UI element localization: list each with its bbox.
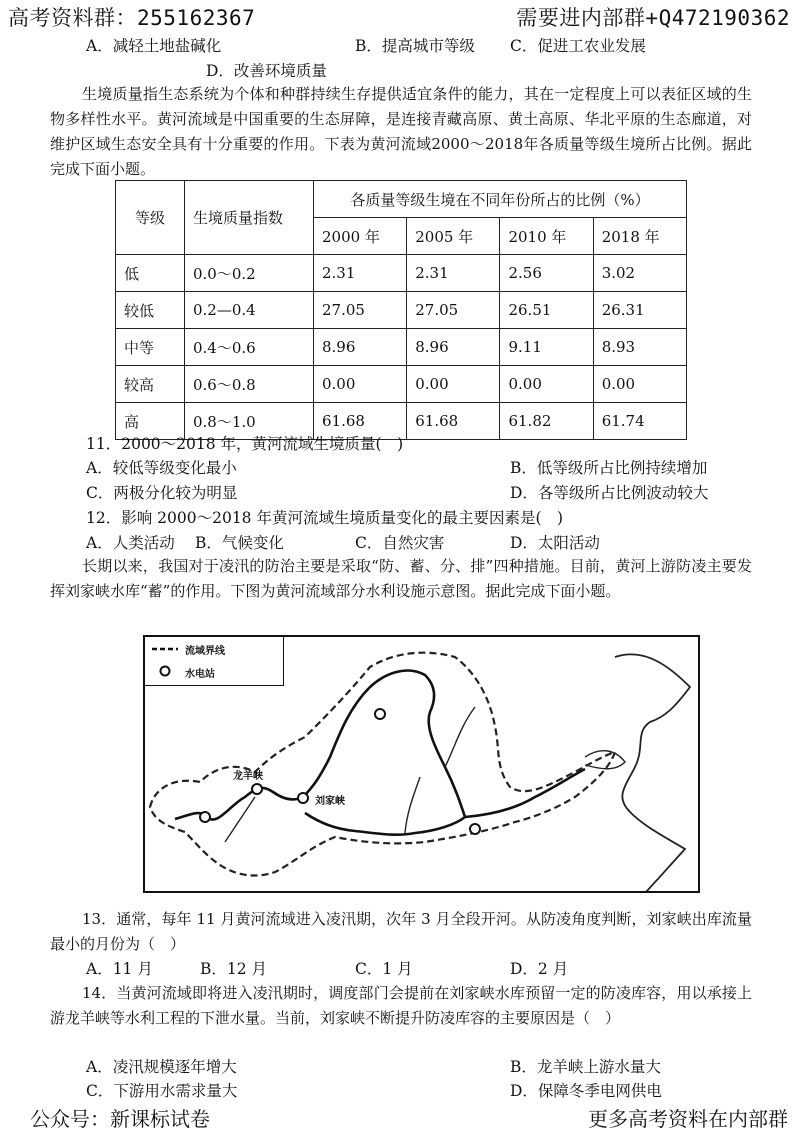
question-14-option-b: B．龙羊峡上游水量大 (510, 1058, 661, 1076)
cell-value: 61.82 (500, 403, 593, 440)
tributary (225, 797, 255, 842)
cell-value: 61.74 (593, 403, 686, 440)
passage-habitat-quality: 生境质量指生态系统为个体和种群持续生存提供适宜条件的能力，其在一定程度上可以表征区域的生物多样性水平。黄河流域是中国重要的生态屏障，是连接青藏高原、黄土高原、华北平原的生态廊道，对维护区域生态安全具有十分重要的作用。下表为黄河流域2000～2018年各质量等级生境所占比例。据此完成下面小题。 (50, 85, 752, 178)
cell-level: 高 (116, 403, 185, 440)
tributary (405, 777, 420, 833)
cell-value: 3.02 (593, 255, 686, 292)
hydropower-station-icon (252, 784, 262, 794)
question-11-option-d: D．各等级所占比例波动较大 (510, 484, 709, 502)
header-year-group: 各质量等级生境在不同年份所占的比例（%） (314, 181, 687, 218)
cell-value: 26.51 (500, 292, 593, 329)
hydropower-station-icon (470, 824, 480, 834)
question-12-option-b: B．气候变化 (195, 534, 284, 552)
header-year: 2018 年 (593, 218, 686, 255)
cell-level: 低 (116, 255, 185, 292)
header-index: 生境质量指数 (185, 181, 314, 255)
habitat-quality-table (115, 180, 687, 440)
question-13-option-b: B．12 月 (200, 960, 268, 978)
cell-value: 2.56 (500, 255, 593, 292)
prev-option-c: C．促进工农业发展 (510, 37, 646, 55)
table-row (116, 292, 687, 329)
question-13-stem: 13．通常，每年 11 月黄河流域进入凌汛期，次年 3 月全段开河。从防凌角度判断，刘家峡出库流量最小的月份为（ ） (50, 910, 752, 953)
cell-index: 0.0～0.2 (185, 255, 314, 292)
cell-value: 61.68 (314, 403, 407, 440)
cell-index: 0.6～0.8 (185, 366, 314, 403)
map-legend (145, 637, 284, 686)
cell-value: 0.00 (593, 366, 686, 403)
question-14-option-a: A．凌汛规模逐年增大 (86, 1058, 237, 1076)
station-circle-icon (159, 665, 171, 677)
question-13-option-a: A．11 月 (86, 960, 153, 978)
question-11-option-a: A．较低等级变化最小 (86, 459, 237, 477)
question-11-option-b: B．低等级所占比例持续增加 (510, 459, 708, 477)
cell-value: 2.31 (407, 255, 500, 292)
question-13-option-d: D．2 月 (510, 960, 569, 978)
header-group-left: 高考资料群：255162367 (8, 6, 256, 30)
cell-value: 0.00 (314, 366, 407, 403)
cell-level: 较高 (116, 366, 185, 403)
footer-right: 更多高考资料在内部群 (588, 1107, 788, 1131)
cell-index: 0.8～1.0 (185, 403, 314, 440)
legend-boundary-label: 流域界线 (185, 646, 225, 657)
cell-value: 61.68 (407, 403, 500, 440)
question-14-stem: 14．当黄河流域即将进入凌汛期时，调度部门会提前在刘家峡水库预留一定的防凌库容，用以承接上游龙羊峡等水利工程的下泄水量。当前，刘家峡不断提升防凌库容的主要原因是（ ） (50, 984, 752, 1027)
cell-level: 中等 (116, 329, 185, 366)
hydropower-station-icon (298, 793, 308, 803)
question-14-option-c: C．下游用水需求量大 (86, 1082, 238, 1100)
question-13-option-c: C．1 月 (355, 960, 413, 978)
header-year: 2005 年 (407, 218, 500, 255)
hydropower-station-icon (375, 709, 385, 719)
header-year: 2000 年 (314, 218, 407, 255)
header-group-right: 需要进内部群+Q472190362 (516, 6, 790, 30)
cell-value: 27.05 (314, 292, 407, 329)
label-liujiaxia: 刘家峡 (315, 796, 345, 807)
cell-level: 较低 (116, 292, 185, 329)
question-12-option-d: D．太阳活动 (510, 534, 600, 552)
yellow-river (175, 671, 465, 835)
prev-option-a: A．减轻土地盐碱化 (86, 37, 222, 55)
tributary (445, 707, 475, 767)
cell-value: 8.93 (593, 329, 686, 366)
header-year: 2010 年 (500, 218, 593, 255)
cell-value: 27.05 (407, 292, 500, 329)
footer-left: 公众号：新课标试卷 (30, 1107, 210, 1131)
coastline (615, 654, 690, 893)
passage-ice-flood: 长期以来，我国对于凌汛的防治主要是采取“防、蓄、分、排”四种措施。目前，黄河上游防凌主要发挥刘家峡水库“蓄”的作用。下图为黄河流域部分水利设施示意图。据此完成下面小题。 (50, 557, 752, 600)
legend-station-label: 水电站 (185, 669, 215, 680)
cell-value: 9.11 (500, 329, 593, 366)
hydropower-station-icon (200, 812, 210, 822)
question-11-stem: 11．2000～2018 年，黄河流域生境质量( ) (86, 435, 404, 453)
cell-value: 8.96 (314, 329, 407, 366)
cell-value: 26.31 (593, 292, 686, 329)
cell-index: 0.4～0.6 (185, 329, 314, 366)
prev-option-d: D．改善环境质量 (206, 62, 327, 80)
basin-boundary (150, 653, 615, 876)
header-level: 等级 (116, 181, 185, 255)
question-12-stem: 12．影响 2000～2018 年黄河流域生境质量变化的最主要因素是( ) (86, 509, 564, 527)
dashed-line-icon (152, 644, 178, 654)
question-12-option-a: A．人类活动 (86, 534, 175, 552)
question-14-option-d: D．保障冬季电网供电 (510, 1082, 662, 1100)
table-row (116, 329, 687, 366)
cell-value: 0.00 (407, 366, 500, 403)
cell-value: 8.96 (407, 329, 500, 366)
cell-value: 2.31 (314, 255, 407, 292)
prev-option-b: B．提高城市等级 (355, 37, 475, 55)
question-11-option-c: C．两极分化较为明显 (86, 484, 238, 502)
bay-outline (585, 751, 625, 769)
label-longyangxia: 龙羊峡 (233, 771, 263, 782)
question-12-option-c: C．自然灾害 (355, 534, 445, 552)
yellow-river-map (143, 635, 700, 893)
cell-value: 0.00 (500, 366, 593, 403)
table-row (116, 255, 687, 292)
table-row (116, 366, 687, 403)
cell-index: 0.2—0.4 (185, 292, 314, 329)
